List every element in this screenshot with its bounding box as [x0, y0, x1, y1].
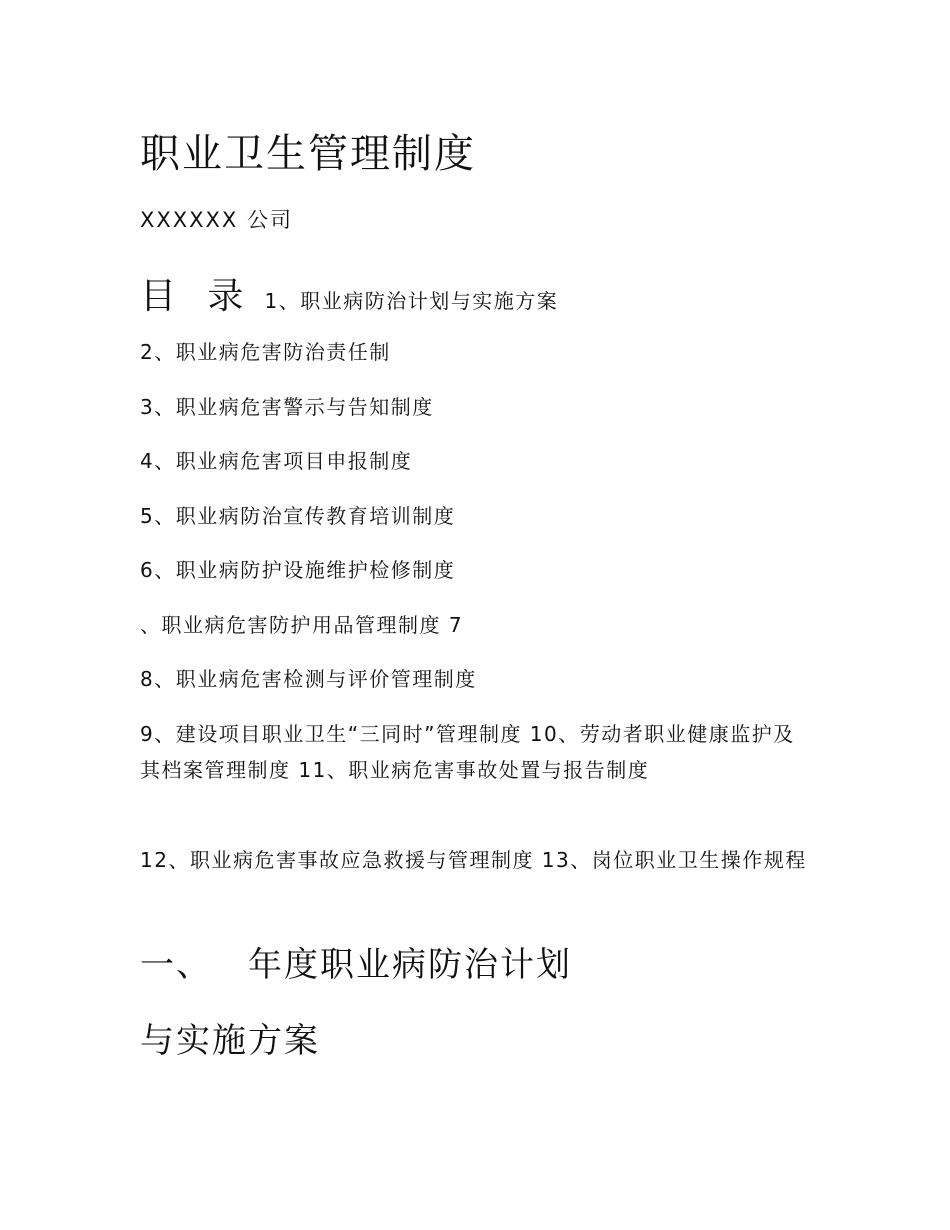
section-number: 一、	[140, 945, 212, 985]
document-title: 职业卫生管理制度	[140, 131, 476, 177]
section-heading-line1	[140, 942, 572, 988]
toc-item-12-13: 12、职业病危害事故应急救援与管理制度 13、岗位职业卫生操作规程	[140, 848, 807, 872]
toc-heading-line	[140, 268, 558, 319]
section-title-part1: 年度职业病防治计划	[248, 945, 572, 985]
company-name: XXXXXX 公司	[140, 208, 293, 232]
toc-item-9-11: 9、建设项目职业卫生“三同时”管理制度 10、劳动者职业健康监护及其档案管理制度 11、职业病危害事故处置与报告制度	[140, 722, 795, 782]
toc-item-2: 2、职业病危害防治责任制	[140, 340, 391, 364]
toc-item-5: 5、职业病防治宣传教育培训制度	[140, 504, 456, 528]
toc-item-4: 4、职业病危害项目申报制度	[140, 449, 413, 473]
toc-item-8: 8、职业病危害检测与评价管理制度	[140, 667, 477, 691]
toc-label: 目 录	[140, 276, 254, 317]
toc-item-1: 1、职业病防治计划与实施方案	[264, 289, 559, 313]
section-heading-line2: 与实施方案	[140, 1021, 320, 1061]
toc-item-7: 、职业病危害防护用品管理制度 7	[140, 613, 464, 637]
toc-item-3: 3、职业病危害警示与告知制度	[140, 395, 434, 419]
toc-item-6: 6、职业病防护设施维护检修制度	[140, 558, 456, 582]
